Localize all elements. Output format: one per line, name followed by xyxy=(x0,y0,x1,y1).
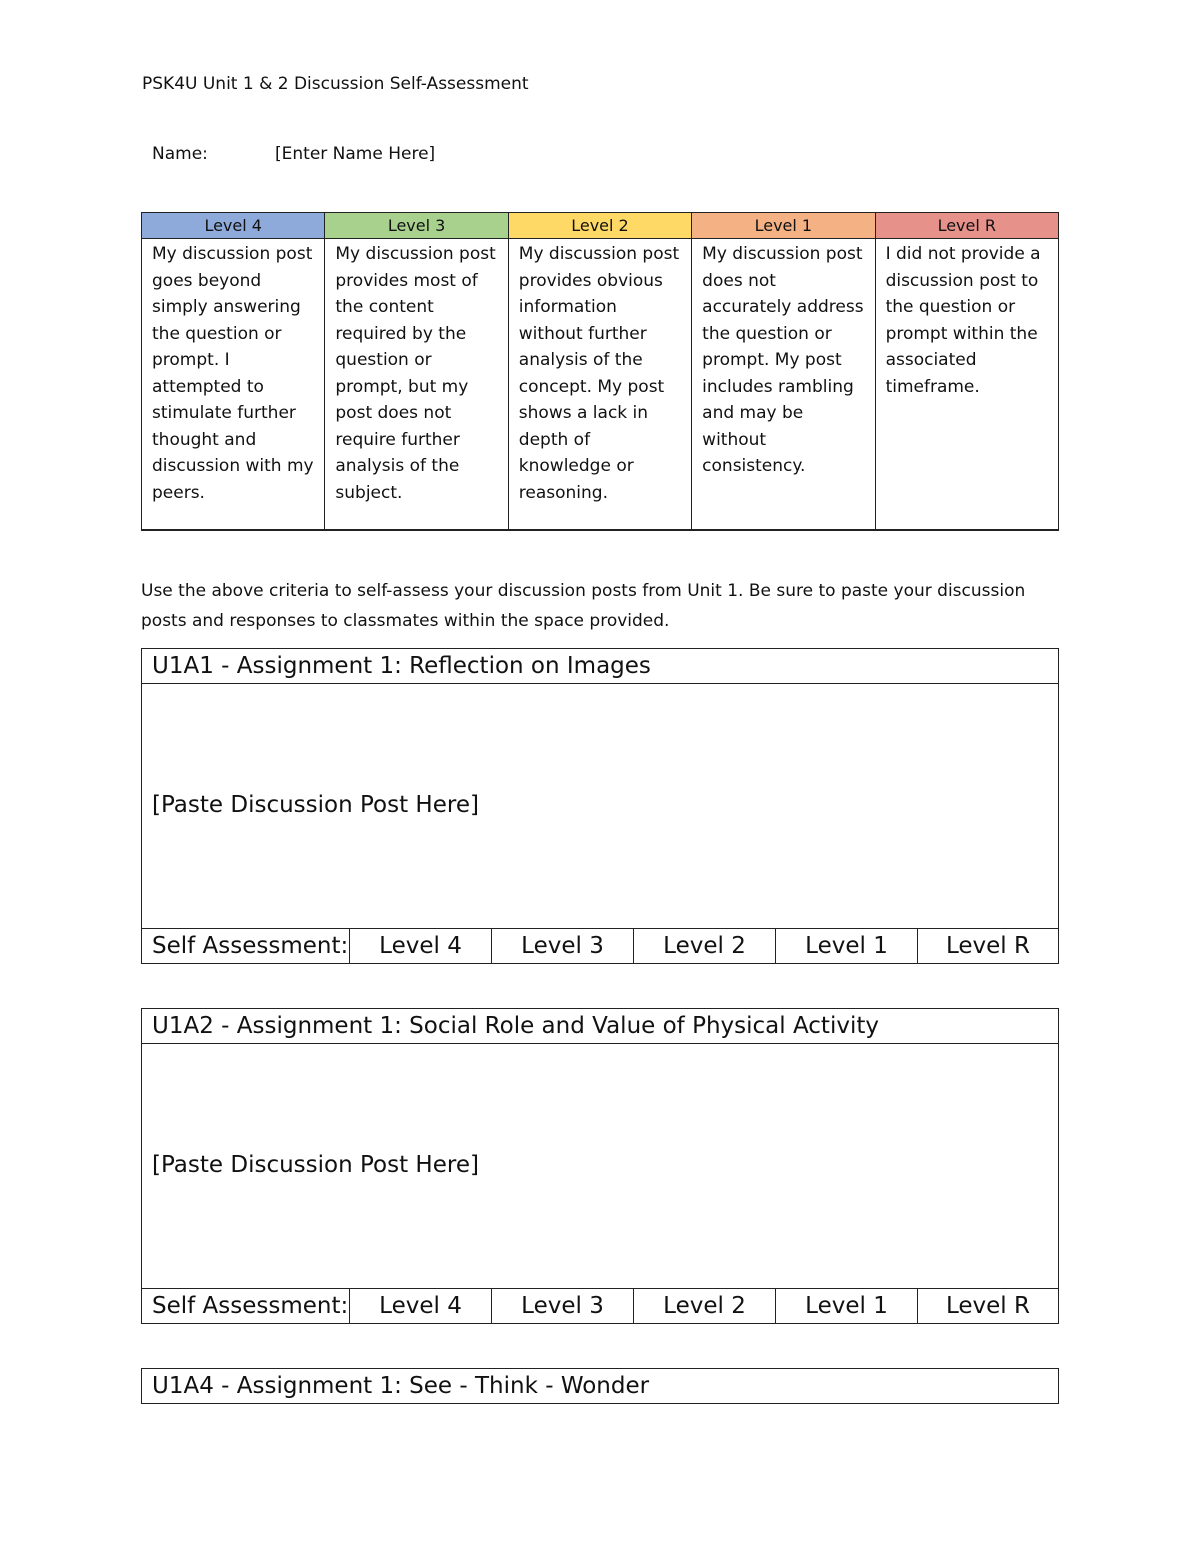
assignment-box-u1a4 xyxy=(141,1368,1059,1404)
rubric-desc-level-r: I did not provide a discussion post to the question or prompt within the associated timeframe. xyxy=(875,239,1058,531)
self-assessment-level-1[interactable]: Level 1 xyxy=(775,929,917,963)
rubric-description-row xyxy=(142,239,1059,531)
self-assessment-label: Self Assessment: xyxy=(152,1293,349,1319)
name-row xyxy=(152,144,435,164)
self-assessment-level-2[interactable]: Level 2 xyxy=(633,1289,775,1323)
assignment-title: U1A1 - Assignment 1: Reflection on Images xyxy=(142,649,1058,684)
self-assessment-level-r[interactable]: Level R xyxy=(917,1289,1058,1323)
rubric-desc-level-1: My discussion post does not accurately address the question or prompt. My post includes rambling and may be without consistency. xyxy=(692,239,875,531)
rubric-desc-level-3: My discussion post provides most of the content required by the question or prompt, but my post does not require further analysis of the subject. xyxy=(325,239,508,531)
rubric-header-level-1: Level 1 xyxy=(692,213,875,239)
assignment-box-u1a2 xyxy=(141,1008,1059,1324)
rubric-desc-level-4: My discussion post goes beyond simply answering the question or prompt. I attempted to stimulate further thought and discussion with my peers. xyxy=(142,239,325,531)
self-assessment-label: Self Assessment: xyxy=(152,933,349,959)
self-assessment-level-r[interactable]: Level R xyxy=(917,929,1058,963)
self-assessment-level-2[interactable]: Level 2 xyxy=(633,929,775,963)
discussion-post-area[interactable] xyxy=(142,1044,1058,1289)
self-assessment-level-1[interactable]: Level 1 xyxy=(775,1289,917,1323)
self-assessment-level-4[interactable]: Level 4 xyxy=(349,1289,491,1323)
self-assessment-level-3[interactable]: Level 3 xyxy=(491,929,633,963)
document-title: PSK4U Unit 1 & 2 Discussion Self-Assessment xyxy=(142,74,529,94)
self-assessment-level-3[interactable]: Level 3 xyxy=(491,1289,633,1323)
rubric-header-level-r: Level R xyxy=(875,213,1058,239)
discussion-post-placeholder: [Paste Discussion Post Here] xyxy=(152,1152,479,1178)
self-assessment-row xyxy=(142,929,1058,963)
discussion-post-area[interactable] xyxy=(142,684,1058,929)
rubric-header-level-2: Level 2 xyxy=(508,213,691,239)
self-assessment-row xyxy=(142,1289,1058,1323)
rubric-header-row xyxy=(142,213,1059,239)
assignment-title: U1A4 - Assignment 1: See - Think - Wonder xyxy=(152,1373,650,1399)
rubric-table xyxy=(141,212,1059,531)
rubric-header-level-3: Level 3 xyxy=(325,213,508,239)
rubric-desc-level-2: My discussion post provides obvious information without further analysis of the concept. My post shows a lack in depth of knowledge or reasoning. xyxy=(508,239,691,531)
discussion-post-placeholder: [Paste Discussion Post Here] xyxy=(152,792,479,818)
rubric-header-level-4: Level 4 xyxy=(142,213,325,239)
name-label: Name: xyxy=(152,144,208,164)
assignment-title: U1A2 - Assignment 1: Social Role and Value of Physical Activity xyxy=(142,1009,1058,1044)
instructions-text: Use the above criteria to self-assess your discussion posts from Unit 1. Be sure to paste your discussion posts and responses to classmates within the space provided. xyxy=(141,581,1026,631)
assignment-box-u1a1 xyxy=(141,648,1059,964)
name-field[interactable]: [Enter Name Here] xyxy=(275,144,436,164)
self-assessment-level-4[interactable]: Level 4 xyxy=(349,929,491,963)
